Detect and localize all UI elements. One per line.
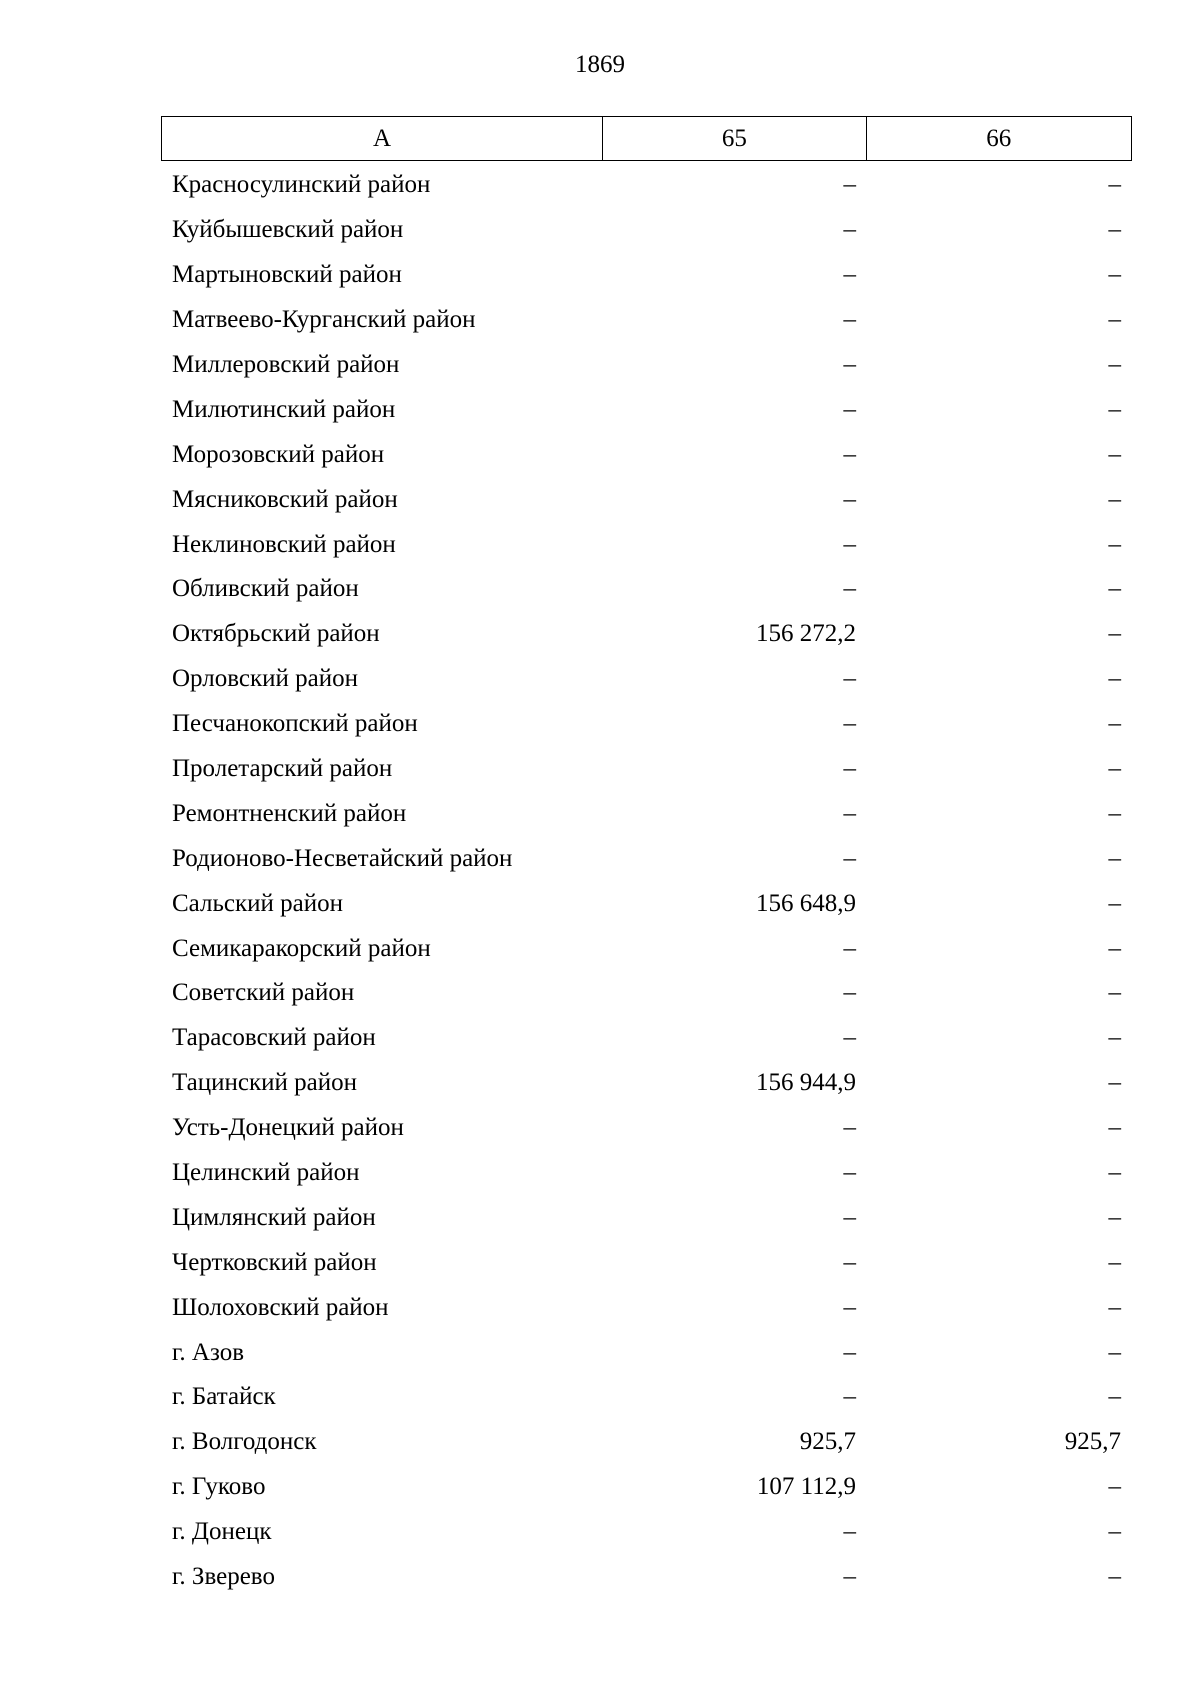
row-value-66: – [1108,1248,1121,1276]
row-name-cell: г. Гуково [172,1473,266,1501]
row-value-66: – [1108,755,1121,783]
row-name-cell: г. Донецк [172,1518,272,1546]
row-name-cell: Обливский район [172,575,359,603]
row-value-66: – [1108,306,1121,334]
data-table [161,116,1132,1600]
row-value-65: – [843,1203,856,1231]
row-value-65: – [843,1024,856,1052]
table-row [161,1375,1132,1420]
row-name-cell: Мартыновский район [172,261,402,289]
table-row [161,567,1132,612]
row-name-cell: Советский район [172,979,355,1007]
row-name-cell: Тацинский район [172,1069,357,1097]
row-value-65: 925,7 [799,1428,856,1456]
row-value-66: – [1108,979,1121,1007]
row-name-cell: Милютинский район [172,395,396,423]
row-value-66: – [1108,1159,1121,1187]
row-value-66: – [1108,1024,1121,1052]
row-name-cell: Неклиновский район [172,530,396,558]
row-name-cell: Куйбышевский район [172,216,404,244]
row-value-65: – [843,1563,856,1591]
table-row [161,1285,1132,1330]
table-row [161,1330,1132,1375]
row-value-65: – [843,440,856,468]
row-value-65: – [843,171,856,199]
row-name-cell: Усть-Донецкий район [172,1114,404,1142]
row-value-65: – [843,1518,856,1546]
table-row [161,926,1132,971]
row-name-cell: г. Зверево [172,1563,275,1591]
table-row [161,702,1132,747]
table-row [161,1195,1132,1240]
table-row [161,1510,1132,1555]
row-value-66: – [1108,710,1121,738]
table-row [161,1016,1132,1061]
row-value-66: – [1108,1383,1121,1411]
row-value-65: – [843,261,856,289]
row-value-65: – [843,755,856,783]
header-col-a: А [162,117,603,160]
row-name-cell: Сальский район [172,889,343,917]
row-value-66: – [1108,934,1121,962]
row-value-65: – [843,216,856,244]
row-name-cell: Чертковский район [172,1248,377,1276]
row-value-65: – [843,395,856,423]
row-value-66: – [1108,1293,1121,1321]
table-row [161,971,1132,1016]
row-value-66: – [1108,1563,1121,1591]
row-value-66: – [1108,1473,1121,1501]
table-row [161,881,1132,926]
row-value-65: – [843,1248,856,1276]
row-name-cell: г. Азов [172,1338,245,1366]
row-value-66: – [1108,216,1121,244]
row-name-cell: г. Батайск [172,1383,276,1411]
table-row [161,1555,1132,1600]
table-row [161,163,1132,208]
row-value-66: – [1108,485,1121,513]
row-value-66: – [1108,171,1121,199]
header-col-65: 65 [603,117,866,160]
row-value-65: – [843,306,856,334]
row-value-65: 156 648,9 [756,889,856,917]
row-value-66: – [1108,440,1121,468]
row-value-66: 925,7 [1064,1428,1121,1456]
row-value-65: 156 944,9 [756,1069,856,1097]
row-value-65: – [843,799,856,827]
row-value-65: – [843,485,856,513]
table-row [161,1061,1132,1106]
row-value-65: 107 112,9 [756,1473,856,1501]
row-name-cell: Песчанокопский район [172,710,418,738]
row-value-66: – [1108,620,1121,648]
row-name-cell: Красносулинский район [172,171,431,199]
row-value-65: – [843,979,856,1007]
table-row [161,1151,1132,1196]
table-row [161,1106,1132,1151]
row-name-cell: Пролетарский район [172,755,393,783]
row-value-65: – [843,575,856,603]
row-name-cell: Тарасовский район [172,1024,376,1052]
table-row [161,836,1132,881]
table-row [161,298,1132,343]
row-value-66: – [1108,1203,1121,1231]
row-name-cell: г. Волгодонск [172,1428,317,1456]
table-row [161,208,1132,253]
row-value-65: 156 272,2 [756,620,856,648]
row-name-cell: Матвеево-Курганский район [172,306,476,334]
row-name-cell: Ремонтненский район [172,799,407,827]
row-value-66: – [1108,575,1121,603]
row-name-cell: Цимлянский район [172,1203,376,1231]
table-row [161,791,1132,836]
row-value-65: – [843,844,856,872]
table-row [161,343,1132,388]
row-name-cell: Морозовский район [172,440,385,468]
row-name-cell: Целинский район [172,1159,360,1187]
row-value-65: – [843,1114,856,1142]
row-value-65: – [843,1293,856,1321]
row-value-66: – [1108,1338,1121,1366]
row-value-66: – [1108,799,1121,827]
row-value-65: – [843,934,856,962]
row-value-65: – [843,351,856,378]
table-row [161,1240,1132,1285]
row-value-65: – [843,710,856,738]
table-row [161,1465,1132,1510]
row-name-cell: Миллеровский район [172,351,400,378]
row-value-65: – [843,1159,856,1187]
row-value-66: – [1108,261,1121,289]
table-body [161,163,1132,1600]
row-value-65: – [843,530,856,558]
table-row [161,253,1132,298]
row-value-66: – [1108,1518,1121,1546]
table-row [161,657,1132,702]
table-row [161,522,1132,567]
row-value-66: – [1108,1114,1121,1142]
page-number: 1869 [575,51,625,78]
table-header [161,116,1132,161]
table-row [161,432,1132,477]
row-value-66: – [1108,395,1121,423]
row-name-cell: Октябрьский район [172,620,380,648]
row-value-66: – [1108,889,1121,917]
row-value-65: – [843,1383,856,1411]
table-row [161,747,1132,792]
table-row [161,1420,1132,1465]
table-row [161,387,1132,432]
row-value-66: – [1108,665,1121,693]
row-value-65: – [843,665,856,693]
row-value-66: – [1108,530,1121,558]
row-value-66: – [1108,844,1121,872]
row-name-cell: Семикаракорский район [172,934,431,962]
row-value-66: – [1108,351,1121,378]
row-name-cell: Родионово-Несветайский район [172,844,513,872]
row-value-65: – [843,1338,856,1366]
row-name-cell: Мясниковский район [172,485,398,513]
header-col-66: 66 [986,124,1012,152]
table-row [161,612,1132,657]
row-name-cell: Орловский район [172,665,358,693]
row-value-66: – [1108,1069,1121,1097]
row-name-cell: Шолоховский район [172,1293,389,1321]
table-row [161,477,1132,522]
